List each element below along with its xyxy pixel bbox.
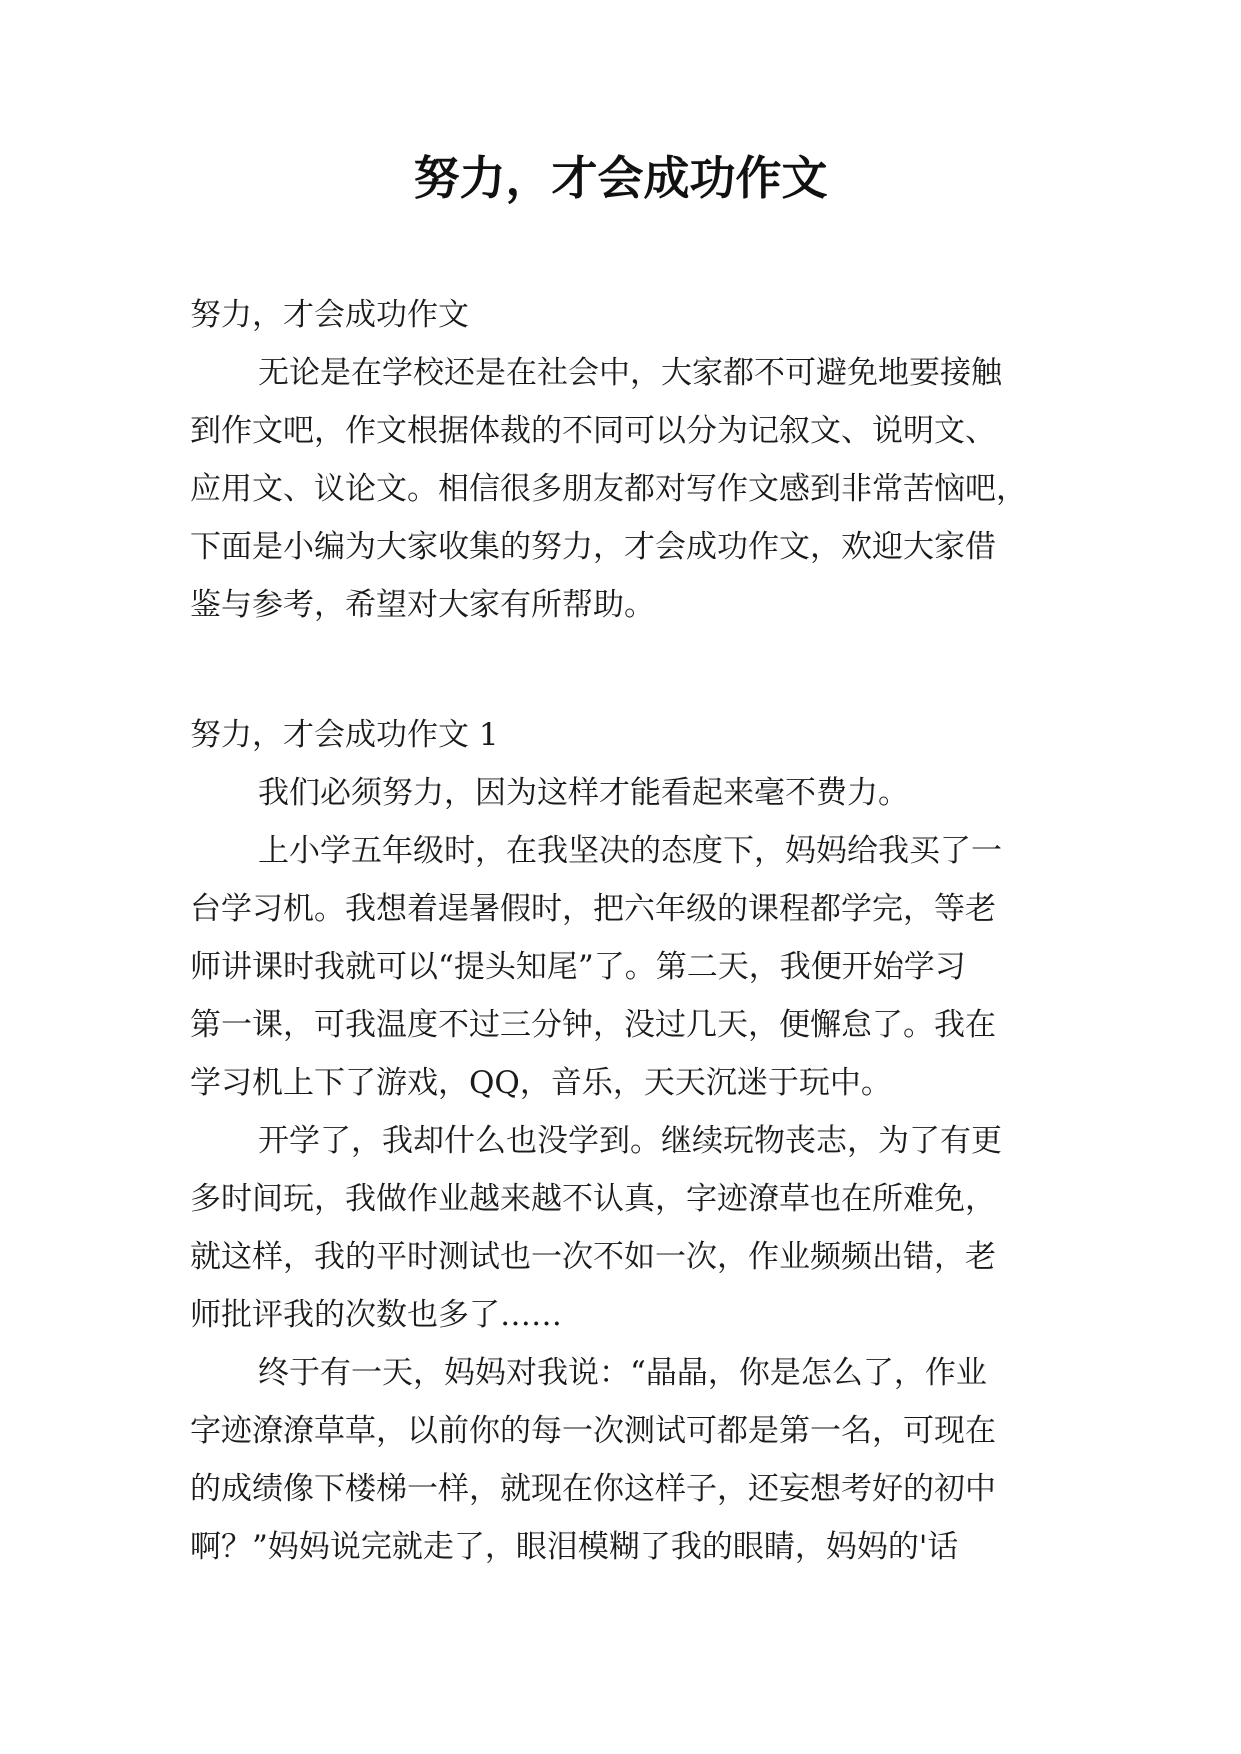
text-line: 师讲课时我就可以“提头知尾”了。第二天，我便开始学习 <box>190 949 966 985</box>
text-line: 字迹潦潦草草，以前你的每一次测试可都是第一名，可现在 <box>190 1413 996 1449</box>
text-line: 学习机上下了游戏，QQ，音乐，天天沉迷于玩中。 <box>190 1065 892 1101</box>
text-line: 我们必须努力，因为这样才能看起来毫不费力。 <box>258 775 909 811</box>
essay-paragraph-3 <box>190 1112 1060 1344</box>
text-line: 鉴与参考，希望对大家有所帮助。 <box>190 587 655 623</box>
section-gap <box>190 634 1060 706</box>
text-line: 终于有一天，妈妈对我说：“晶晶，你是怎么了，作业 <box>258 1355 987 1391</box>
text-line: 开学了，我却什么也没学到。继续玩物丧志，为了有更 <box>258 1123 1002 1159</box>
essay-paragraph-4 <box>190 1344 1060 1576</box>
text-line: 上小学五年级时，在我坚决的态度下，妈妈给我买了一 <box>258 833 1002 869</box>
page-title: 努力，才会成功作文 <box>413 151 828 205</box>
text-line: 无论是在学校还是在社会中，大家都不可避免地要接触 <box>258 355 1002 391</box>
text-line: 到作文吧，作文根据体裁的不同可以分为记叙文、说明文、 <box>190 413 996 449</box>
text-line: 台学习机。我想着逞暑假时，把六年级的课程都学完，等老 <box>190 891 996 927</box>
section-heading-essay-1: 努力，才会成功作文 1 <box>190 717 499 753</box>
document-body <box>190 286 1060 1576</box>
text-line: 多时间玩，我做作业越来越不认真，字迹潦草也在所难免， <box>190 1181 996 1217</box>
essay-paragraph-1 <box>190 764 1060 822</box>
text-line: 啊？”妈妈说完就走了，眼泪模糊了我的眼睛，妈妈的'话 <box>190 1529 959 1565</box>
text-line: 的成绩像下楼梯一样，就现在你这样子，还妄想考好的初中 <box>190 1471 996 1507</box>
text-line: 应用文、议论文。相信很多朋友都对写作文感到非常苦恼吧， <box>190 471 1027 507</box>
text-line: 下面是小编为大家收集的努力，才会成功作文，欢迎大家借 <box>190 529 996 565</box>
essay-paragraph-2 <box>190 822 1060 1112</box>
text-line: 就这样，我的平时测试也一次不如一次，作业频频出错，老 <box>190 1239 996 1275</box>
text-line: 第一课，可我温度不过三分钟，没过几天，便懈怠了。我在 <box>190 1007 996 1043</box>
intro-paragraph <box>190 344 1060 634</box>
section-heading-intro: 努力，才会成功作文 <box>190 297 469 333</box>
text-line: 师批评我的次数也多了…… <box>190 1297 562 1333</box>
